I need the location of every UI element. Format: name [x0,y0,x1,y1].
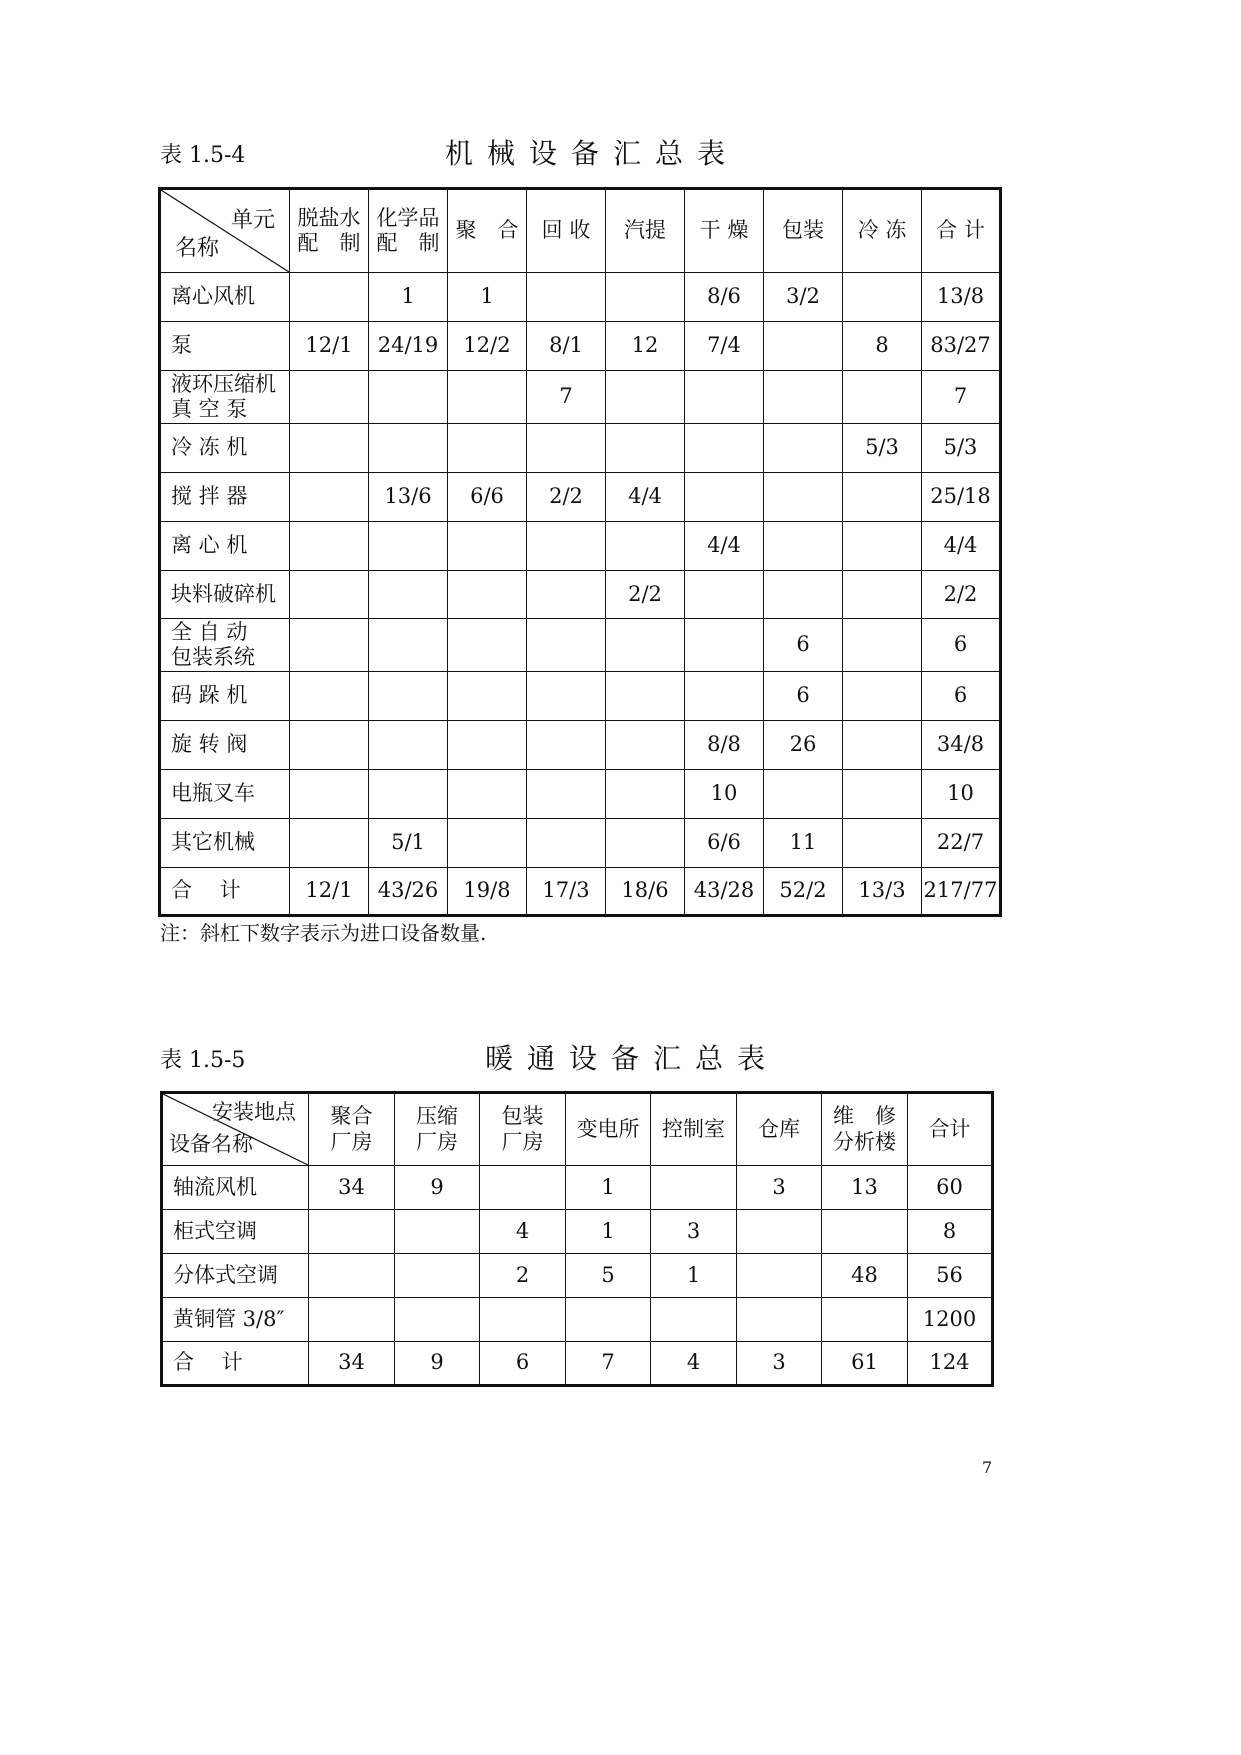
table-cell [395,1254,480,1298]
table-cell [290,371,369,424]
table-cell [369,571,448,619]
column-header-line: 分析楼 [833,1129,896,1154]
table-cell: 13/6 [369,473,448,522]
table-cell: 5/1 [369,819,448,868]
table-cell: 3 [737,1166,822,1210]
row-label-line: 液环压缩机 [171,371,276,396]
row-label-line: 离 心 机 [171,533,248,558]
column-header-line: 厂房 [330,1129,373,1154]
table-cell [822,1298,908,1342]
table-cell: 6 [922,619,1001,672]
table-cell: 1 [566,1210,651,1254]
table-cell: 13/3 [843,868,922,916]
table-cell: 1200 [908,1298,993,1342]
row-label-line: 泵 [171,333,192,358]
table-cell [843,371,922,424]
table-cell [606,424,685,473]
page-number: 7 [982,1458,993,1477]
table-row [162,1254,993,1298]
row-label-line: 合 计 [171,878,241,903]
table-cell: 6/6 [685,819,764,868]
table-cell [651,1166,737,1210]
table-cell [822,1210,908,1254]
table1-column-header [843,189,922,273]
table-cell: 60 [908,1166,993,1210]
table-cell: 8 [843,322,922,371]
table-cell [395,1298,480,1342]
table-cell [843,571,922,619]
table-cell: 4/4 [685,522,764,571]
table-cell [448,424,527,473]
table-row [160,770,1001,819]
table-cell [685,473,764,522]
table1-footnote: 注：斜杠下数字表示为进口设备数量. [160,921,487,945]
column-header-line: 聚合 [330,1104,373,1129]
table1-column-header [369,189,448,273]
row-label-line: 黄铜管 3/8″ [173,1306,285,1331]
table-cell [606,672,685,721]
row-label-line: 码 跺 机 [171,683,248,708]
table1-caption: 表 1.5-4 [160,143,246,168]
row-label [162,1298,309,1342]
table-cell: 2/2 [606,571,685,619]
table-cell [685,672,764,721]
table-cell [527,819,606,868]
table2-column-header [480,1093,566,1166]
table-cell: 6 [764,672,843,721]
table-cell [448,721,527,770]
table-cell [764,522,843,571]
table1-column-header [448,189,527,273]
table2-corner-location-label: 安装地点 [212,1100,296,1124]
table-cell [290,424,369,473]
table-cell [448,770,527,819]
row-label-line: 分体式空调 [173,1262,278,1287]
table-cell [369,721,448,770]
row-label [162,1166,309,1210]
table2-column-header [908,1093,993,1166]
table-cell [606,819,685,868]
table-cell: 34 [309,1342,395,1386]
table-cell [606,371,685,424]
table-cell: 1 [448,273,527,322]
table-cell [369,770,448,819]
table-cell [843,273,922,322]
table-cell [369,424,448,473]
table2-column-header [822,1093,908,1166]
table-cell: 1 [369,273,448,322]
table-cell [737,1210,822,1254]
table-cell [448,522,527,571]
table1-corner-unit-label: 单元 [230,208,275,233]
table-cell: 43/28 [685,868,764,916]
table-cell [290,571,369,619]
table-cell: 7 [566,1342,651,1386]
column-header-line: 变电所 [576,1116,640,1141]
row-label [160,619,290,672]
table-cell [685,571,764,619]
table-cell [309,1210,395,1254]
column-header-line: 仓库 [758,1116,800,1141]
table-cell: 3/2 [764,273,843,322]
table-cell [566,1298,651,1342]
row-label [160,770,290,819]
column-header-line: 维 修 [833,1104,896,1129]
table-row [162,1210,993,1254]
table-cell: 13 [822,1166,908,1210]
hvac-equipment-table [160,1091,994,1387]
table-cell: 4 [651,1342,737,1386]
table-cell [843,770,922,819]
column-header-line: 厂房 [501,1129,544,1154]
table-cell [290,473,369,522]
table1-column-header [527,189,606,273]
column-header-line: 回 收 [541,218,591,243]
table-row [160,322,1001,371]
table-cell [309,1254,395,1298]
table-cell: 12/1 [290,322,369,371]
table-cell [527,672,606,721]
table-cell: 48 [822,1254,908,1298]
table-cell: 2/2 [527,473,606,522]
table1-column-header [290,189,369,273]
table2-title: 暖通设备汇总表 [485,1042,780,1075]
column-header-line: 干 燥 [699,218,749,243]
table-cell: 7 [922,371,1001,424]
table2-caption: 表 1.5-5 [160,1048,246,1073]
table-cell [448,672,527,721]
table-cell: 3 [651,1210,737,1254]
table-cell: 13/8 [922,273,1001,322]
table-cell [448,571,527,619]
table-cell: 8/8 [685,721,764,770]
table-cell [527,522,606,571]
table1-column-header [685,189,764,273]
table-cell: 61 [822,1342,908,1386]
table-cell: 8/6 [685,273,764,322]
column-header-line: 厂房 [416,1129,458,1154]
table-cell: 9 [395,1166,480,1210]
table-cell [606,522,685,571]
table1-column-header [764,189,843,273]
table-cell: 5 [566,1254,651,1298]
table-cell [369,522,448,571]
table-cell [843,473,922,522]
column-header-line: 聚 合 [455,218,519,243]
table-cell: 24/19 [369,322,448,371]
table-cell: 1 [651,1254,737,1298]
table-cell: 11 [764,819,843,868]
table-cell: 19/8 [448,868,527,916]
row-label-line: 搅 拌 器 [171,484,248,509]
table-row [160,522,1001,571]
column-header-line: 包装 [782,218,824,243]
row-label [160,473,290,522]
table-row [160,721,1001,770]
row-label [162,1210,309,1254]
row-label-line: 其它机械 [171,830,255,855]
table-cell [764,322,843,371]
row-label [162,1342,309,1386]
row-label [160,522,290,571]
table-cell [737,1298,822,1342]
table2-column-header [395,1093,480,1166]
row-label-line: 合 计 [173,1350,243,1375]
row-label-line: 包装系统 [171,645,255,669]
table-cell: 2 [480,1254,566,1298]
table-cell: 124 [908,1342,993,1386]
table-cell [480,1166,566,1210]
table-cell [651,1298,737,1342]
table-cell [290,672,369,721]
table-cell: 4 [480,1210,566,1254]
table2-corner-cell [162,1093,309,1166]
table-cell [448,371,527,424]
row-label [160,672,290,721]
table-cell [448,819,527,868]
table-cell [290,273,369,322]
table-cell: 52/2 [764,868,843,916]
table-cell [685,424,764,473]
table-cell [843,672,922,721]
table-cell [480,1298,566,1342]
table-cell [290,522,369,571]
table-row [160,672,1001,721]
table2-column-header [737,1093,822,1166]
table-cell [685,619,764,672]
table-row [160,571,1001,619]
table-cell [290,721,369,770]
table-cell [369,672,448,721]
table-row [160,868,1001,916]
table-cell: 34 [309,1166,395,1210]
table-cell [309,1298,395,1342]
table-cell [369,371,448,424]
table2-corner-equipment-label: 设备名称 [169,1131,253,1156]
column-header-line: 配 制 [297,231,361,255]
table-cell [606,721,685,770]
table-cell: 12/2 [448,322,527,371]
table-cell: 4/4 [922,522,1001,571]
row-label [160,322,290,371]
table-cell: 8 [908,1210,993,1254]
table-cell: 6/6 [448,473,527,522]
table2-column-header [566,1093,651,1166]
table-cell [737,1254,822,1298]
table-row [160,371,1001,424]
table-cell: 7 [527,371,606,424]
column-header-line: 压缩 [416,1104,458,1129]
table1-column-header [606,189,685,273]
table-cell [764,424,843,473]
row-label [160,721,290,770]
table-cell [764,571,843,619]
table-cell [290,770,369,819]
table-cell [843,819,922,868]
table-cell [606,770,685,819]
table-cell [764,371,843,424]
column-header-line: 汽提 [624,218,666,243]
table-cell [290,619,369,672]
table-cell [527,273,606,322]
table-cell: 6 [922,672,1001,721]
row-label-line: 旋 转 阀 [171,732,248,757]
table-cell [290,819,369,868]
table-cell: 12 [606,322,685,371]
table1-column-header [922,189,1001,273]
column-header-line: 冷 冻 [857,218,907,243]
table2-column-header [309,1093,395,1166]
table-cell: 17/3 [527,868,606,916]
table-cell: 25/18 [922,473,1001,522]
table-cell: 26 [764,721,843,770]
table2-header-row [162,1093,993,1166]
table-cell [764,770,843,819]
table-row [162,1342,993,1386]
mechanical-equipment-table [158,187,1002,917]
table-cell [527,424,606,473]
table-cell: 18/6 [606,868,685,916]
table-cell [527,770,606,819]
row-label-line: 轴流风机 [173,1174,257,1199]
table-cell: 5/3 [922,424,1001,473]
table-cell [527,721,606,770]
table1-header-row [160,189,1001,273]
table-cell: 5/3 [843,424,922,473]
table-cell [843,619,922,672]
table-cell [527,571,606,619]
table-cell [369,619,448,672]
column-header-line: 脱盐水 [297,205,361,230]
column-header-line: 合计 [928,1116,971,1141]
row-label [160,868,290,916]
row-label-line: 柜式空调 [173,1218,257,1243]
table-cell [606,273,685,322]
table-row [160,273,1001,322]
table1-corner-name-label: 名称 [175,235,220,261]
table-cell: 12/1 [290,868,369,916]
row-label-line: 电瓶叉车 [171,781,255,806]
row-label-line: 离心风机 [171,284,255,309]
row-label [160,819,290,868]
table-row [160,619,1001,672]
table-cell: 9 [395,1342,480,1386]
table-cell [395,1210,480,1254]
table-row [162,1166,993,1210]
table-cell: 6 [764,619,843,672]
table-cell: 217/77 [922,868,1001,916]
table-cell [448,619,527,672]
row-label [160,371,290,424]
row-label [160,273,290,322]
column-header-line: 控制室 [662,1116,725,1141]
table-cell [764,473,843,522]
table-cell [606,619,685,672]
row-label-line: 全 自 动 [171,619,248,644]
row-label-line: 块料破碎机 [171,581,276,606]
table-cell: 10 [685,770,764,819]
table-cell: 4/4 [606,473,685,522]
row-label [162,1254,309,1298]
table1-corner-cell [160,189,290,273]
table-cell: 1 [566,1166,651,1210]
column-header-line: 配 制 [376,231,440,255]
table2-column-header [651,1093,737,1166]
table-row [160,473,1001,522]
table-cell: 22/7 [922,819,1001,868]
table-cell: 2/2 [922,571,1001,619]
table-cell: 83/27 [922,322,1001,371]
column-header-line: 化学品 [376,205,440,230]
table-cell [843,522,922,571]
table-cell [685,371,764,424]
table-cell: 3 [737,1342,822,1386]
table-cell: 10 [922,770,1001,819]
table-cell: 34/8 [922,721,1001,770]
table-cell: 8/1 [527,322,606,371]
table-cell: 7/4 [685,322,764,371]
table-cell: 56 [908,1254,993,1298]
row-label-line: 真 空 泵 [171,397,248,421]
table-row [160,424,1001,473]
table-cell [527,619,606,672]
column-header-line: 合 计 [936,218,985,243]
column-header-line: 包装 [501,1104,544,1129]
row-label [160,424,290,473]
row-label [160,571,290,619]
row-label-line: 冷 冻 机 [171,435,248,460]
table-row [162,1298,993,1342]
table1-title: 机械设备汇总表 [445,137,740,170]
table-cell [843,721,922,770]
table-cell: 43/26 [369,868,448,916]
table-row [160,819,1001,868]
table-cell: 6 [480,1342,566,1386]
